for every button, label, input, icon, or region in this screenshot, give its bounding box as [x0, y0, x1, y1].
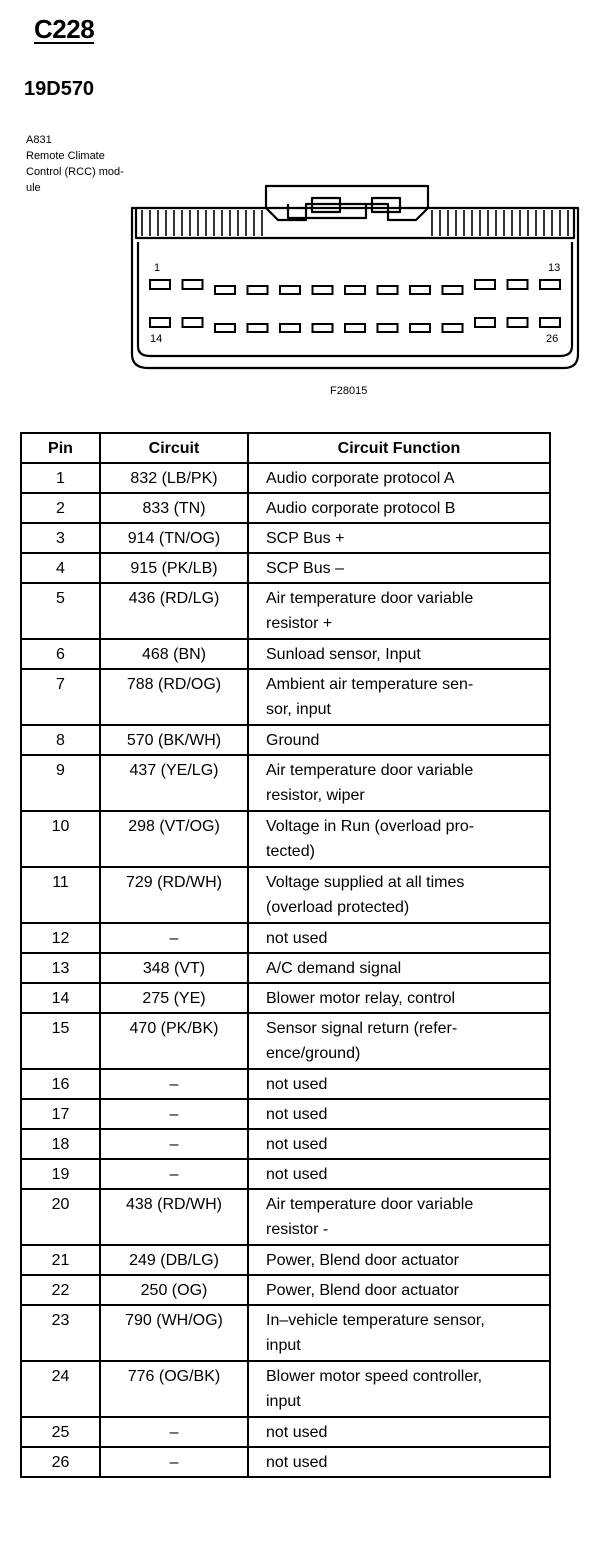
function-line: resistor, wiper	[266, 787, 365, 804]
circuit-cell: 833 (TN)	[100, 493, 248, 523]
function-line: A/C demand signal	[266, 960, 402, 977]
pin-cell: 1	[21, 463, 100, 493]
part-number: 19D570	[24, 78, 95, 100]
function-line: Power, Blend door actuator	[266, 1252, 460, 1269]
function-line: sor, input	[266, 701, 331, 718]
module-description-line: Remote Climate	[26, 150, 105, 162]
pin-cavity	[540, 280, 560, 289]
table-row	[21, 953, 550, 983]
pin-cell: 19	[21, 1159, 100, 1189]
table-row	[21, 1305, 550, 1361]
connector-latch	[266, 186, 428, 220]
pin-cell: 18	[21, 1129, 100, 1159]
circuit-cell: 729 (RD/WH)	[100, 867, 248, 923]
function-cell	[248, 755, 550, 811]
pin-cavity	[150, 318, 170, 327]
function-line: Power, Blend door actuator	[266, 1282, 460, 1299]
circuit-cell: –	[100, 1099, 248, 1129]
function-line: input	[266, 1393, 301, 1410]
pin-cavity	[313, 286, 333, 294]
pin-cell: 14	[21, 983, 100, 1013]
circuit-cell: 570 (BK/WH)	[100, 725, 248, 755]
function-line: In–vehicle temperature sensor,	[266, 1312, 485, 1329]
table-row	[21, 553, 550, 583]
table-row	[21, 669, 550, 725]
function-cell	[248, 639, 550, 669]
function-line: Air temperature door variable	[266, 590, 474, 607]
function-cell	[248, 1305, 550, 1361]
pin-cell: 20	[21, 1189, 100, 1245]
circuit-cell: 788 (RD/OG)	[100, 669, 248, 725]
pin-cell: 8	[21, 725, 100, 755]
pin-cell: 9	[21, 755, 100, 811]
module-description-line: ule	[26, 182, 41, 194]
function-line: Audio corporate protocol A	[266, 470, 455, 487]
pin-cell: 15	[21, 1013, 100, 1069]
function-line: resistor -	[266, 1221, 329, 1238]
table-row	[21, 1361, 550, 1417]
pin-cavity	[475, 280, 495, 289]
pin-cavity	[248, 324, 268, 332]
function-line: tected)	[266, 843, 315, 860]
connector-id-title: C228	[34, 14, 95, 44]
pin-cell: 2	[21, 493, 100, 523]
pin-cell: 21	[21, 1245, 100, 1275]
pin-cavity	[215, 324, 235, 332]
table-row	[21, 983, 550, 1013]
pin-cell: 10	[21, 811, 100, 867]
function-cell	[248, 1013, 550, 1069]
function-line: input	[266, 1337, 301, 1354]
table-row	[21, 1447, 550, 1477]
circuit-cell: 250 (OG)	[100, 1275, 248, 1305]
pin-cavity	[508, 318, 528, 327]
function-line: (overload protected)	[266, 899, 410, 916]
pin-cell: 4	[21, 553, 100, 583]
function-line: Blower motor relay, control	[266, 990, 456, 1007]
circuit-cell: 832 (LB/PK)	[100, 463, 248, 493]
function-cell	[248, 553, 550, 583]
circuit-cell: –	[100, 923, 248, 953]
circuit-cell: 437 (YE/LG)	[100, 755, 248, 811]
table-row	[21, 639, 550, 669]
function-line: not used	[266, 1424, 328, 1441]
pin-cell: 26	[21, 1447, 100, 1477]
function-line: resistor +	[266, 615, 333, 632]
function-line: Sensor signal return (refer-	[266, 1020, 458, 1037]
table-row	[21, 463, 550, 493]
circuit-cell: 438 (RD/WH)	[100, 1189, 248, 1245]
function-line: SCP Bus –	[266, 560, 344, 577]
function-cell	[248, 1361, 550, 1417]
table-row	[21, 867, 550, 923]
function-line: Voltage supplied at all times	[266, 874, 465, 891]
connector-cavity	[138, 242, 572, 356]
pin-cavity	[215, 286, 235, 294]
circuit-cell: 275 (YE)	[100, 983, 248, 1013]
connector-rib-band	[136, 208, 574, 238]
function-cell	[248, 463, 550, 493]
circuit-cell: –	[100, 1129, 248, 1159]
table-row	[21, 1013, 550, 1069]
function-cell	[248, 953, 550, 983]
table-row	[21, 923, 550, 953]
pin-label-26: 26	[546, 333, 559, 345]
function-cell	[248, 1275, 550, 1305]
table-row	[21, 1099, 550, 1129]
figure-number: F28015	[330, 385, 368, 397]
pin-cavity	[345, 324, 365, 332]
function-line: Ground	[266, 732, 320, 749]
table-row	[21, 1417, 550, 1447]
pin-cavity	[410, 286, 430, 294]
function-cell	[248, 811, 550, 867]
circuit-cell: 249 (DB/LG)	[100, 1245, 248, 1275]
pin-cavity	[280, 286, 300, 294]
circuit-cell: –	[100, 1159, 248, 1189]
table-row	[21, 1275, 550, 1305]
function-cell	[248, 983, 550, 1013]
circuit-cell: 914 (TN/OG)	[100, 523, 248, 553]
function-cell	[248, 1245, 550, 1275]
function-line: not used	[266, 1136, 328, 1153]
pin-cell: 24	[21, 1361, 100, 1417]
pin-cavity	[508, 280, 528, 289]
function-cell	[248, 1069, 550, 1099]
function-line: ence/ground)	[266, 1045, 361, 1062]
pin-cavity	[443, 286, 463, 294]
function-line: Air temperature door variable	[266, 762, 474, 779]
circuit-cell: 776 (OG/BK)	[100, 1361, 248, 1417]
table-row	[21, 1159, 550, 1189]
pin-table	[20, 432, 551, 1478]
pin-column-header: Pin	[21, 433, 100, 463]
pin-cavity	[280, 324, 300, 332]
pin-cell: 17	[21, 1099, 100, 1129]
circuit-cell: 468 (BN)	[100, 639, 248, 669]
function-cell	[248, 1159, 550, 1189]
pin-cavity	[378, 286, 398, 294]
module-description-line: Control (RCC) mod-	[26, 166, 124, 178]
circuit-cell: 790 (WH/OG)	[100, 1305, 248, 1361]
pin-label-13: 13	[548, 262, 561, 274]
circuit-cell: –	[100, 1447, 248, 1477]
table-header-row	[21, 433, 550, 463]
circuit-cell: –	[100, 1069, 248, 1099]
pin-cavity	[150, 280, 170, 289]
function-line: Air temperature door variable	[266, 1196, 474, 1213]
circuit-column-header: Circuit	[100, 433, 248, 463]
function-cell	[248, 1417, 550, 1447]
pin-cavity	[183, 318, 203, 327]
function-line: Blower motor speed controller,	[266, 1368, 483, 1385]
pin-cell: 25	[21, 1417, 100, 1447]
function-cell	[248, 725, 550, 755]
circuit-cell: 470 (PK/BK)	[100, 1013, 248, 1069]
pin-cell: 13	[21, 953, 100, 983]
function-cell	[248, 923, 550, 953]
table-row	[21, 755, 550, 811]
module-description-line: A831	[26, 134, 52, 146]
table-row	[21, 811, 550, 867]
function-cell	[248, 583, 550, 639]
circuit-cell: 348 (VT)	[100, 953, 248, 983]
function-line: Ambient air temperature sen-	[266, 676, 474, 693]
pin-label-14: 14	[150, 333, 163, 345]
pin-cell: 12	[21, 923, 100, 953]
function-line: not used	[266, 1106, 328, 1123]
function-column-header: Circuit Function	[248, 433, 550, 463]
pin-cavity	[475, 318, 495, 327]
function-line: SCP Bus +	[266, 530, 345, 547]
connector-face-diagram	[126, 178, 582, 376]
circuit-cell: 298 (VT/OG)	[100, 811, 248, 867]
pin-cell: 7	[21, 669, 100, 725]
circuit-cell: –	[100, 1417, 248, 1447]
pin-cavity	[410, 324, 430, 332]
table-row	[21, 1189, 550, 1245]
function-line: not used	[266, 1076, 328, 1093]
function-cell	[248, 669, 550, 725]
pin-label-1: 1	[154, 262, 161, 274]
table-row	[21, 1245, 550, 1275]
function-cell	[248, 1129, 550, 1159]
function-line: not used	[266, 1454, 328, 1471]
pin-cavity	[378, 324, 398, 332]
function-line: Audio corporate protocol B	[266, 500, 456, 517]
pin-cell: 11	[21, 867, 100, 923]
table-row	[21, 1129, 550, 1159]
pin-cavity	[313, 324, 333, 332]
pin-cavity	[248, 286, 268, 294]
circuit-cell: 915 (PK/LB)	[100, 553, 248, 583]
pin-cavity	[443, 324, 463, 332]
function-cell	[248, 867, 550, 923]
pin-cavity	[345, 286, 365, 294]
pin-cavity	[540, 318, 560, 327]
pin-cavity	[183, 280, 203, 289]
pin-cell: 22	[21, 1275, 100, 1305]
table-row	[21, 523, 550, 553]
function-cell	[248, 523, 550, 553]
pin-cell: 16	[21, 1069, 100, 1099]
circuit-cell: 436 (RD/LG)	[100, 583, 248, 639]
function-line: not used	[266, 930, 328, 947]
table-row	[21, 583, 550, 639]
pin-cell: 6	[21, 639, 100, 669]
pin-cell: 23	[21, 1305, 100, 1361]
function-cell	[248, 493, 550, 523]
function-cell	[248, 1189, 550, 1245]
function-cell	[248, 1447, 550, 1477]
table-row	[21, 1069, 550, 1099]
function-line: Voltage in Run (overload pro-	[266, 818, 475, 835]
table-row	[21, 725, 550, 755]
pin-cell: 5	[21, 583, 100, 639]
pin-cell: 3	[21, 523, 100, 553]
function-line: Sunload sensor, Input	[266, 646, 421, 663]
table-row	[21, 493, 550, 523]
function-cell	[248, 1099, 550, 1129]
function-line: not used	[266, 1166, 328, 1183]
